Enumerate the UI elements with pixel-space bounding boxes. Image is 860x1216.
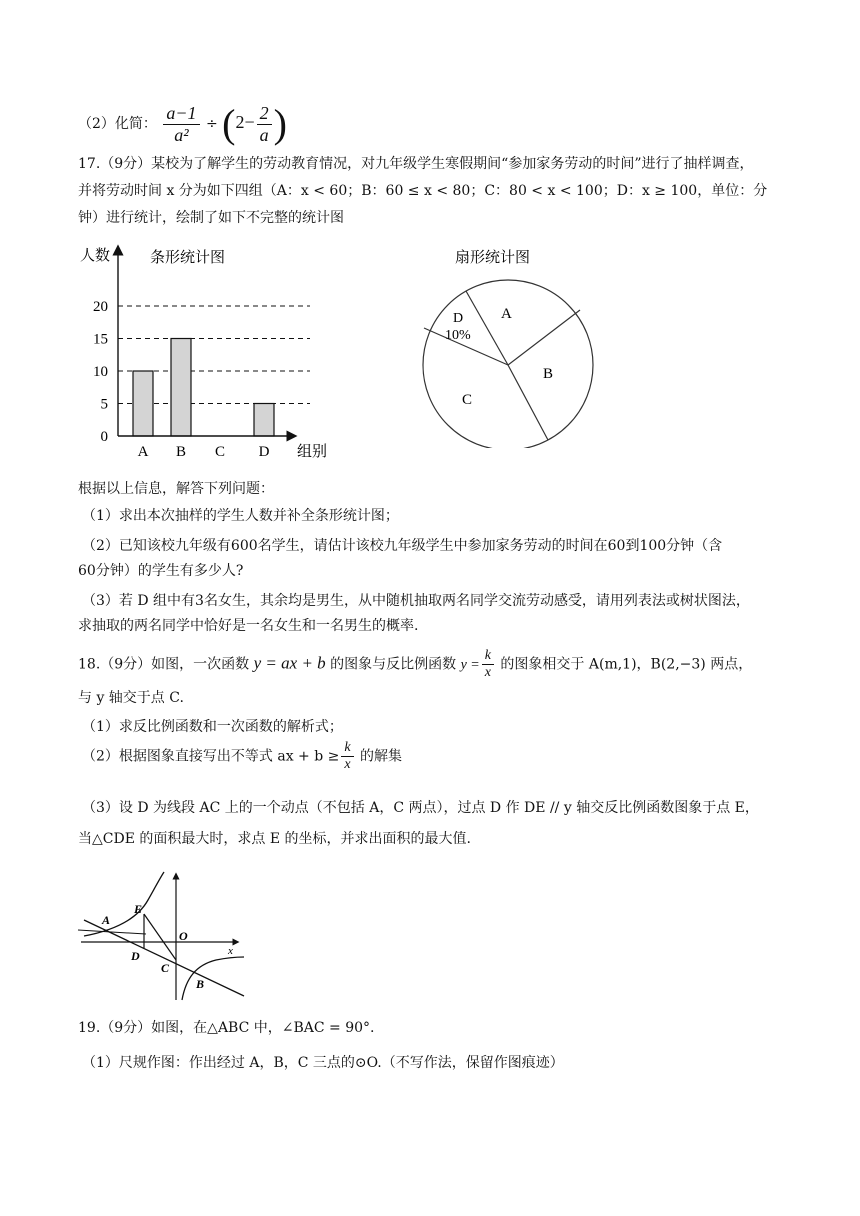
y-tick-label: 0 [100, 429, 108, 445]
q18-part3-b: 当△CDE 的面积最大时，求点 E 的坐标，并求出面积的最大值. [78, 831, 471, 847]
divide-sign: ÷ [205, 116, 218, 132]
right-paren: ) [273, 101, 287, 146]
bar-b [171, 339, 191, 437]
q17-part3-a: （3）若 D 组中有3名女生，其余均是男生，从中随机抽取两名同学交流劳动感受，请用列表法或树状图法， [82, 593, 750, 609]
x-tick-label-c: C [214, 444, 226, 460]
pie-label-c: C [462, 392, 473, 408]
two-minus: 2− [235, 112, 255, 132]
left-paren: ( [222, 101, 236, 146]
pie-chart [415, 238, 615, 448]
q16-prefix: （2）化简： [78, 116, 157, 132]
q17-part2-b: 60分钟）的学生有多少人? [78, 563, 244, 579]
pie-label-d: D [453, 311, 464, 326]
y-tick-label: 5 [100, 396, 108, 413]
q17-intro: 根据以上信息，解答下列问题： [78, 481, 274, 497]
graph-label-d: D [131, 949, 140, 963]
x-tick-label-a: A [137, 444, 149, 460]
q17-line1: 17.（9分）某校为了解学生的劳动教育情况，对九年级学生寒假期间“参加家务劳动的时间”进行了抽样调查， [78, 156, 754, 172]
y-tick-label: 20 [93, 299, 108, 315]
q17-part2-a: （2）已知该校九年级有600名学生，请估计该校九年级学生中参加家务劳动的时间在60到100分钟（含 [82, 538, 723, 554]
segment-ec [144, 914, 176, 960]
bar-d [254, 404, 274, 437]
fraction-2-over-a: $\frac{2}{a}$ [257, 103, 272, 145]
pie-divider-a-b [508, 310, 580, 365]
q18-part2: （2）根据图象直接写出不等式 ax + b ≥ $\frac{k}{x}$ 的解集 [82, 740, 403, 773]
graph-label-x: x [228, 945, 233, 957]
pie-data-label-d: 10% [445, 328, 471, 343]
pie-label-b: B [543, 366, 554, 382]
pie-divider-a-d [466, 291, 508, 365]
function-graph [76, 868, 256, 1008]
q17-line3: 钟）进行统计，绘制了如下不完整的统计图 [78, 210, 344, 226]
graph-label-o: O [179, 929, 188, 943]
x-tick-label-d: D [258, 444, 270, 460]
graph-label-c: C [161, 961, 170, 975]
q18-part3-a: （3）设 D 为线段 AC 上的一个动点（不包括 A，C 两点），过点 D 作 DE // y 轴交反比例函数图象于点 E， [82, 800, 759, 816]
pie-label-a: A [501, 306, 512, 322]
bar-chart [70, 238, 370, 468]
x-tick-label-b: B [175, 444, 187, 460]
bar-chart-title: 条形统计图 [150, 248, 226, 266]
bar-a [133, 371, 153, 436]
x-axis-label: 组别 [297, 442, 328, 460]
graph-label-b: B [196, 977, 205, 991]
pie-divider-b-c [508, 365, 548, 440]
q17-part3-b: 求抽取的两名同学中恰好是一名女生和一名男生的概率. [78, 618, 419, 634]
q18-line1: 18.（9分）如图，一次函数 y = ax + b 的图象与反比例函数 y = $\frac{k}{x}$ 的图象相交于 A(m,1)，B(2,−3) 两点， [78, 648, 753, 681]
q16-part2 [78, 92, 783, 156]
q19-part1: （1）尺规作图：作出经过 A，B，C 三点的⊙O.（不写作法，保留作图痕迹） [82, 1055, 564, 1071]
fraction-k-over-x-2: $\frac{k}{x}$ [341, 740, 353, 773]
y-tick-label: 10 [93, 364, 108, 380]
q18-part1: （1）求反比例函数和一次函数的解析式； [82, 719, 343, 735]
q17-part1: （1）求出本次抽样的学生人数并补全条形统计图； [82, 508, 399, 524]
pie-chart-title: 扇形统计图 [455, 248, 531, 266]
linear-equation: y = ax + b [253, 653, 326, 673]
y-axis-label: 人数 [80, 246, 111, 264]
fraction-k-over-x: $\frac{k}{x}$ [482, 648, 494, 681]
q18-line2: 与 y 轴交于点 C. [78, 690, 184, 706]
q19-line1: 19.（9分）如图，在△ABC 中，∠BAC = 90°. [78, 1020, 375, 1036]
hyperbola-branch-lower [182, 957, 244, 1000]
graph-label-a: A [102, 913, 111, 927]
fraction-a-minus-1-over-a-squared: $\frac{a-1}{\text{a²}}$ [163, 103, 199, 145]
graph-label-e: E [134, 902, 143, 916]
y-tick-label: 15 [93, 331, 108, 348]
q17-line2: 并将劳动时间 x 分为如下四组（A：x < 60；B：60 ≤ x < 80；C：80 < x < 100；D：x ≥ 100，单位：分 [78, 183, 768, 199]
